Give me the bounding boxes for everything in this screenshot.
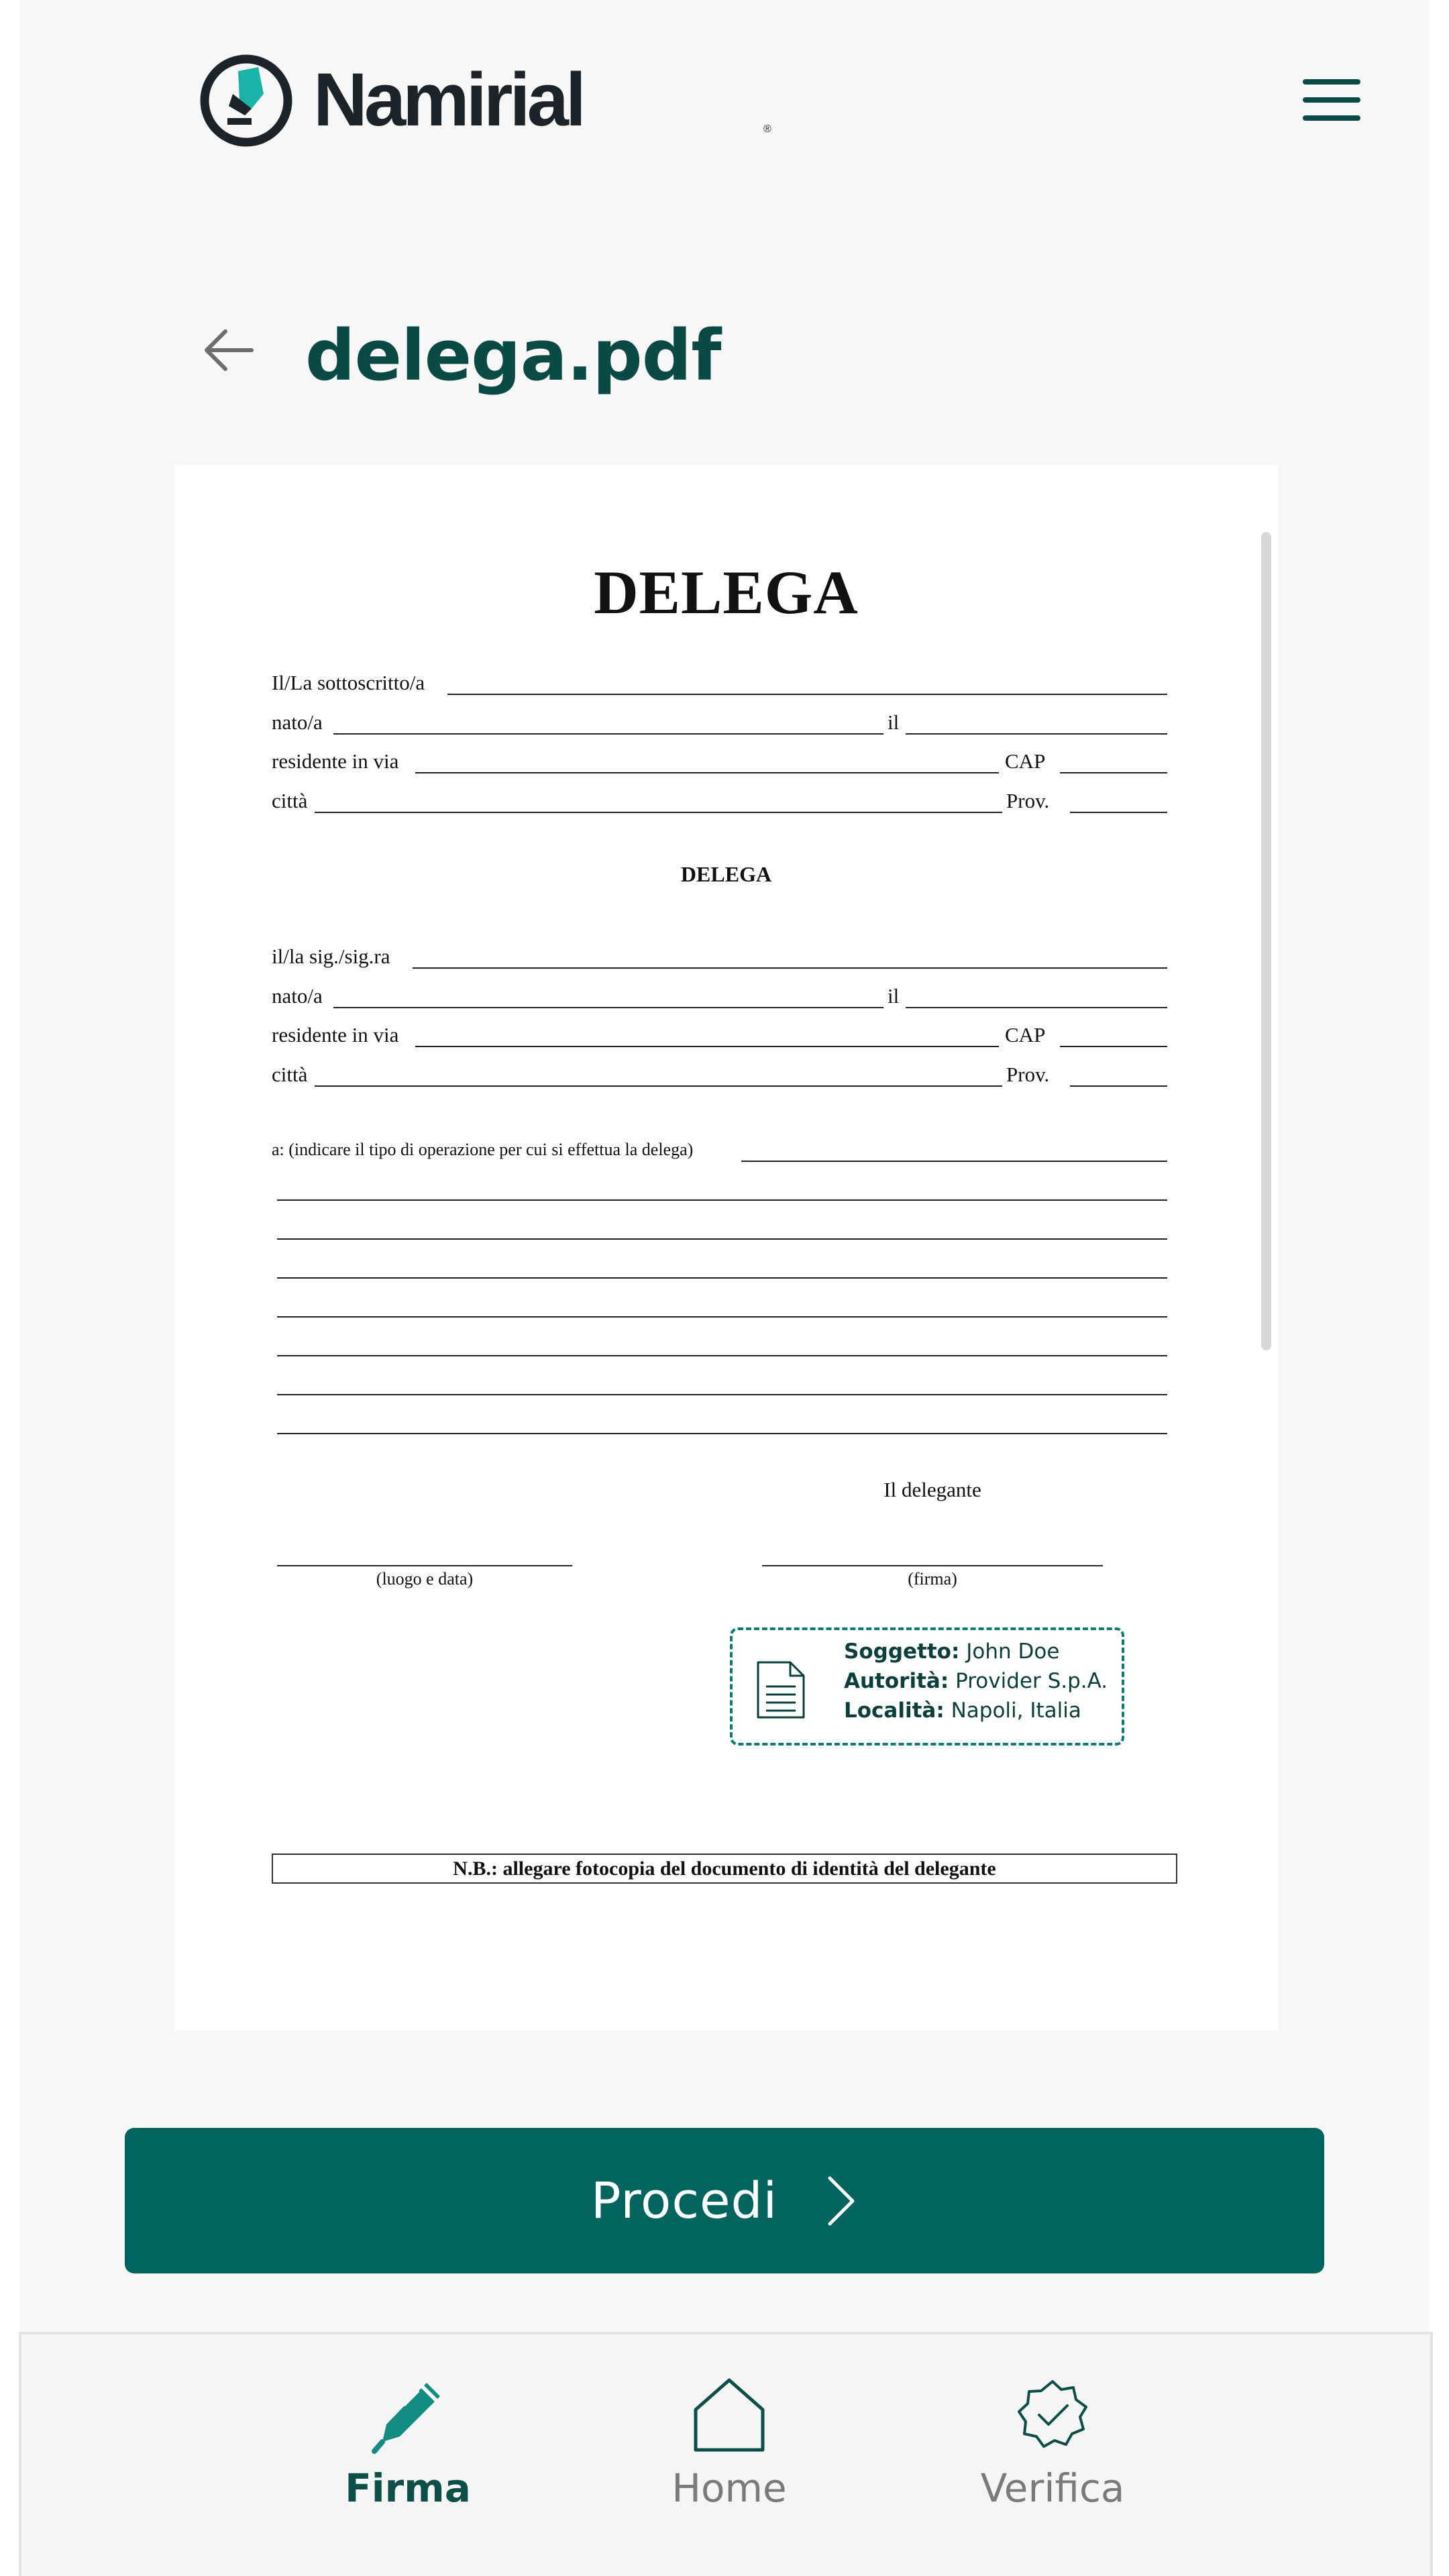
nav-item-firma[interactable] <box>301 2375 515 2522</box>
hamburger-menu-button[interactable] <box>1303 79 1360 121</box>
document-icon <box>755 1660 806 1720</box>
logo-wordmark: Namirial <box>313 58 583 142</box>
page-title: delega.pdf <box>305 315 721 396</box>
field-label: nato/a <box>272 984 323 1008</box>
back-button[interactable] <box>201 323 255 377</box>
fill-line <box>906 1007 1167 1008</box>
logo-registered-mark: ® <box>763 123 771 135</box>
field-label: il/la sig./sig.ra <box>272 945 390 968</box>
stamp-localita <box>844 1696 1081 1725</box>
fill-line <box>277 1394 1167 1395</box>
signature-field[interactable] <box>730 1627 1124 1746</box>
field-sottoscritto <box>272 668 1167 698</box>
nav-label: Firma <box>345 2465 471 2511</box>
fill-line <box>277 1316 1167 1318</box>
field-citta-prov <box>272 786 1167 816</box>
field-citta-prov <box>272 1060 1167 1089</box>
stamp-key: Soggetto: <box>844 1640 960 1664</box>
stamp-value: Napoli, Italia <box>951 1699 1081 1723</box>
field-residente-cap <box>272 747 1167 776</box>
field-residente-cap <box>272 1020 1167 1050</box>
proceed-button-label: Procedi <box>590 2171 778 2230</box>
fill-line <box>1060 772 1167 773</box>
viewer-scrollbar[interactable] <box>1261 532 1271 1350</box>
arrow-left-icon <box>201 323 255 377</box>
field-label: residente in via <box>272 1023 399 1046</box>
fill-line <box>333 1007 883 1008</box>
field-label: Prov. <box>1006 1063 1050 1086</box>
namirial-logo <box>198 52 771 150</box>
stamp-key: Località: <box>844 1699 945 1723</box>
fill-line <box>906 733 1167 735</box>
field-label: Prov. <box>1006 789 1050 812</box>
field-label: il <box>888 984 900 1008</box>
fill-line <box>413 967 1167 969</box>
delegante-label: Il delegante <box>883 1478 981 1501</box>
nav-item-verifica[interactable] <box>945 2375 1160 2522</box>
bottom-navigation <box>19 2332 1433 2576</box>
field-label: il <box>888 710 900 734</box>
fill-line <box>277 1433 1167 1434</box>
field-label: città <box>272 789 308 812</box>
namirial-logo-mark-icon <box>198 52 295 150</box>
hamburger-menu-icon <box>1303 79 1360 121</box>
fill-line <box>277 1355 1167 1356</box>
field-label: CAP <box>1005 1023 1046 1046</box>
nav-item-home[interactable] <box>622 2375 837 2522</box>
fill-line <box>1070 1085 1167 1087</box>
field-label: a: (indicare il tipo di operazione per cui si effettua la delega) <box>272 1140 694 1159</box>
field-label: residente in via <box>272 749 399 773</box>
fill-line <box>315 812 1002 813</box>
field-label: Il/La sottoscritto/a <box>272 671 425 694</box>
field-label: nato/a <box>272 710 323 734</box>
pdf-viewer[interactable] <box>174 465 1278 2031</box>
fill-line <box>1060 1046 1167 1047</box>
app-screen <box>20 0 1429 2576</box>
fill-line <box>447 694 1167 695</box>
stamp-key: Autorità: <box>844 1669 949 1693</box>
fill-line <box>741 1161 1167 1162</box>
fill-line <box>1070 812 1167 813</box>
field-nato-il <box>272 708 1167 737</box>
field-operation <box>272 1135 1167 1165</box>
field-nato-il <box>272 981 1167 1011</box>
fill-line <box>762 1565 1103 1566</box>
field-sig <box>272 942 1167 971</box>
field-label: città <box>272 1063 308 1086</box>
fill-line <box>277 1277 1167 1279</box>
fill-line <box>333 733 883 735</box>
fill-line <box>415 772 999 773</box>
document-note: N.B.: allegare fotocopia del documento di identità del delegante <box>272 1854 1177 1884</box>
chevron-right-icon <box>824 2174 858 2228</box>
document-heading: DELEGA <box>594 558 859 627</box>
nav-label: Verifica <box>980 2465 1125 2511</box>
stamp-autorita <box>844 1666 1108 1696</box>
document-subheading: DELEGA <box>680 862 772 886</box>
fill-line <box>277 1565 572 1566</box>
nav-label: Home <box>672 2465 787 2511</box>
firma-label: (firma) <box>908 1569 957 1589</box>
stamp-value: John Doe <box>966 1640 1060 1664</box>
proceed-button[interactable] <box>125 2128 1324 2273</box>
stamp-soggetto <box>844 1637 1059 1666</box>
fill-line <box>277 1238 1167 1240</box>
home-icon <box>689 2375 769 2455</box>
stamp-value: Provider S.p.A. <box>955 1669 1108 1693</box>
verified-badge-icon <box>1012 2375 1093 2455</box>
field-label: CAP <box>1005 749 1046 773</box>
pen-icon <box>368 2375 448 2455</box>
fill-line <box>277 1199 1167 1201</box>
fill-line <box>415 1046 999 1047</box>
luogo-data-label: (luogo e data) <box>376 1569 474 1589</box>
fill-line <box>315 1085 1002 1087</box>
